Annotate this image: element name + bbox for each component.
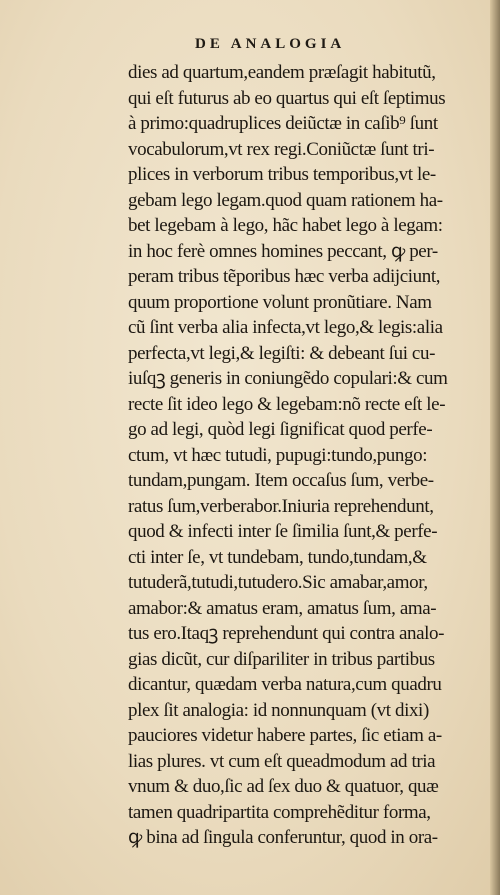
- text-line: in hoc ferè omnes homines peccant, ꝙ per-: [128, 240, 438, 262]
- text-line: lias plures. vt cum eſt queadmodum ad tria: [128, 750, 436, 772]
- text-line: gebam lego legam.quod quam rationem ha-: [128, 189, 443, 211]
- text-line: vnum & duo,ſic ad ſex duo & quatuor, quæ: [128, 776, 439, 797]
- text-line: qui eſt futurus ab eo quartus qui eſt ſeptimus: [128, 87, 446, 109]
- text-line: go ad legi, quòd legi ſignificat quod perfe-: [128, 419, 433, 440]
- text-line: quum proportione volunt pronũtiare. Nam: [128, 291, 432, 313]
- text-line: ꝙ bina ad ſingula conferuntur, quod in ora-: [128, 827, 438, 848]
- running-header: DE ANALOGIA: [195, 36, 346, 52]
- text-line: tundam,pungam. Item occaſus ſum, verbe-: [128, 470, 434, 491]
- text-line: cũ ſint verba alia infecta,vt lego,& legis:alia: [128, 317, 443, 338]
- text-line: dies ad quartum,eandem præſagit habitutũ,: [128, 62, 436, 83]
- text-line: iuſqꝫ generis in coniungẽdo copulari:& cum: [128, 368, 448, 389]
- text-line: à primo:quadruplices deiũctæ in caſib⁹ ſunt: [128, 113, 438, 134]
- text-line: quod & infecti inter ſe ſimilia ſunt,& perfe-: [128, 521, 438, 542]
- text-line: tus ero.Itaqꝫ reprehendunt qui contra analo-: [128, 623, 445, 644]
- text-line: gias dicũt, cur diſpariliter in tribus partibus: [128, 648, 435, 670]
- text-line: cti inter ſe, vt tundebam, tundo,tundam,&: [128, 546, 427, 568]
- text-line: plex ſit analogia: id nonnunquam (vt dixi): [128, 699, 429, 721]
- text-line: peram tribus tẽporibus hæc verba adijciunt,: [128, 266, 441, 287]
- body-text: [128, 60, 488, 851]
- page-edge: [490, 0, 500, 895]
- text-line: amabor:& amatus eram, amatus ſum, ama-: [128, 597, 437, 619]
- text-line: ratus ſum,verberabor.Iniuria reprehendunt,: [128, 495, 434, 517]
- text-line: pauciores videtur habere partes, ſic etiam a-: [128, 725, 442, 746]
- text-line: perfecta,vt legi,& legiſti: & debeant ſui cu-: [128, 342, 435, 364]
- text-line: tamen quadripartita comprehẽditur forma,: [128, 801, 431, 823]
- text-line: plices in verborum tribus temporibus,vt le-: [128, 164, 436, 185]
- text-line: ctum, vt hæc tutudi, pupugi:tundo,pungo:: [128, 444, 428, 466]
- text-line: recte ſit ideo lego & legebam:nõ recte eſt le-: [128, 393, 446, 415]
- text-line: bet legebam à lego, hãc habet lego à legam:: [128, 215, 443, 236]
- text-line: dicantur, quædam verba natura,cum quadru: [128, 674, 442, 695]
- text-line: vocabulorum,vt rex regi.Coniũctæ ſunt tri-: [128, 138, 435, 160]
- text-line: tutuderã,tutudi,tutudero.Sic amabar,amor,: [128, 572, 428, 593]
